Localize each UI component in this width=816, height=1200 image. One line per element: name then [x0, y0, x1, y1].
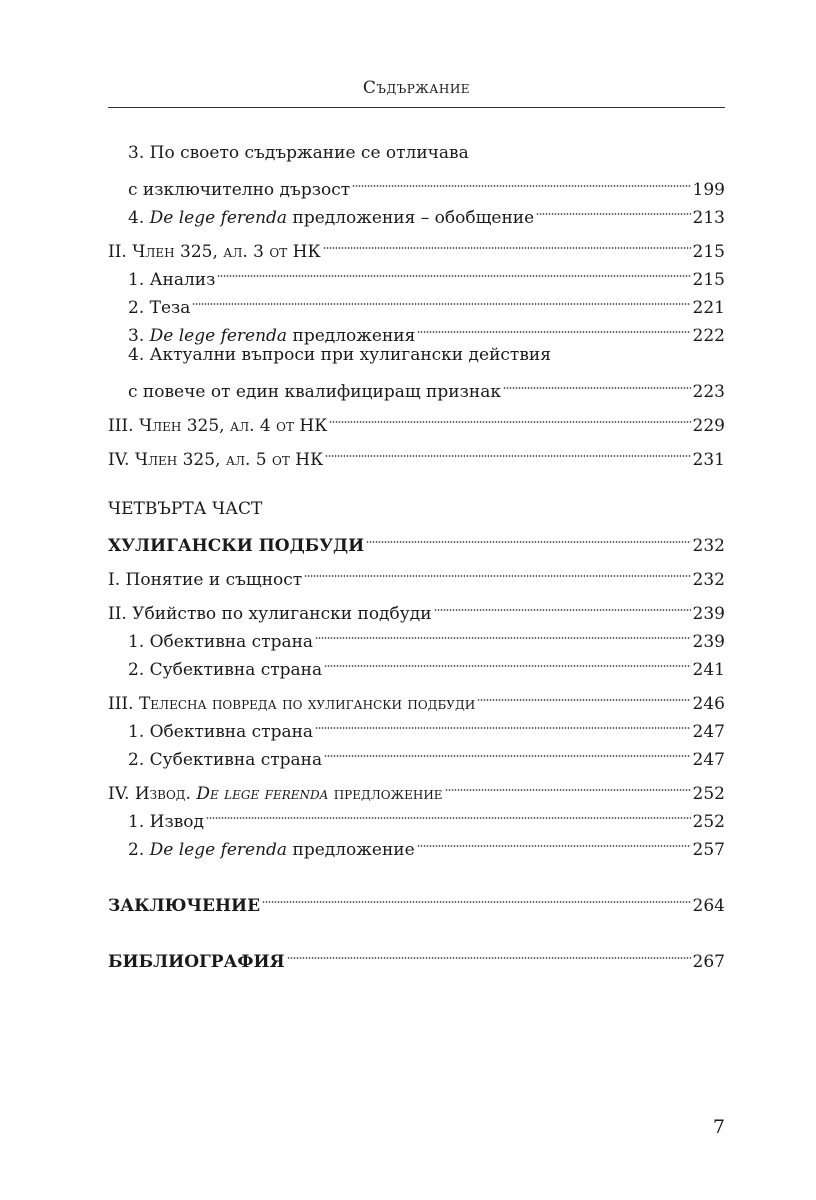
dot-leader [536, 195, 690, 223]
toc-entry-title: 4. De lege ferenda предложения – обобщение [128, 208, 535, 228]
toc-entry-title: I. Понятие и същност [108, 570, 303, 590]
toc-page-number: 229 [692, 416, 725, 436]
toc-entry [108, 771, 725, 804]
toc-page-number: 252 [692, 812, 725, 832]
toc-entry-title: 1. Анализ [128, 270, 216, 290]
toc-page-number: 257 [692, 840, 725, 860]
toc-entry-title: IV. Извод. De lege ferenda предложение [108, 784, 443, 804]
toc-entry-line1 [108, 139, 725, 167]
toc-entry-title: III. Член 325, ал. 4 от НК [108, 416, 328, 436]
page-number: 7 [712, 1116, 725, 1138]
toc-page-number: 232 [692, 536, 725, 556]
toc-page-number: 221 [692, 298, 725, 318]
toc-page-number: 241 [692, 660, 725, 680]
toc-entry-title: с повече от един квалифициращ признак [128, 382, 501, 402]
dot-leader [503, 369, 691, 397]
dot-leader [206, 799, 691, 827]
part-title: ХУЛИГАНСКИ ПОДБУДИ [108, 536, 365, 556]
toc-page-number: 199 [692, 180, 725, 200]
dot-leader [329, 403, 690, 431]
toc-page-number: 215 [692, 242, 725, 262]
dot-leader [324, 647, 690, 675]
header-divider [108, 107, 725, 108]
toc-entry [108, 403, 725, 436]
toc-page-number: 223 [692, 382, 725, 402]
toc-page-number: 264 [692, 896, 725, 916]
toc-entry-line1 [108, 341, 725, 369]
toc-page-number: 239 [692, 604, 725, 624]
dot-leader [262, 883, 691, 911]
toc-entry-title: 2. Теза [128, 298, 191, 318]
dot-leader [417, 313, 690, 341]
toc-entry [108, 557, 725, 590]
dot-leader [352, 167, 690, 195]
dot-leader [434, 591, 691, 619]
toc-entry-title: III. Телесна повреда по хулигански подбуди [108, 694, 476, 714]
toc-page-number: 231 [692, 450, 725, 470]
dot-leader [217, 257, 690, 285]
toc-entry [108, 313, 725, 346]
toc-entry-title: ЗАКЛЮЧЕНИЕ [108, 896, 261, 916]
toc-entry [108, 369, 725, 402]
toc-entry-title: БИБЛИОГРАФИЯ [108, 952, 285, 972]
dot-leader [315, 709, 690, 737]
dot-leader [417, 827, 691, 855]
toc-page-number: 252 [692, 784, 725, 804]
toc-entry-title: IV. Член 325, ал. 5 от НК [108, 450, 324, 470]
toc-entry-bibliography [108, 939, 725, 972]
dot-leader [192, 285, 690, 313]
toc-entry-title: 1. Обективна страна [128, 722, 314, 742]
toc-page-number: 215 [692, 270, 725, 290]
toc-entry [108, 167, 725, 200]
toc-entry-title: 4. Актуални въпроси при хулигански действия [128, 345, 551, 365]
table-of-contents [108, 139, 725, 972]
dot-leader [304, 557, 690, 585]
toc-entry-title: II. Убийство по хулигански подбуди [108, 604, 432, 624]
toc-entry-title: 3. По своето съдържание се отличава [128, 143, 469, 163]
dot-leader [366, 523, 690, 551]
toc-page-number: 247 [692, 722, 725, 742]
dot-leader [477, 681, 690, 709]
toc-entry-title: 1. Извод [128, 812, 204, 832]
toc-entry-title: II. Член 325, ал. 3 от НК [108, 242, 321, 262]
toc-page-number: 267 [692, 952, 725, 972]
toc-entry [108, 437, 725, 470]
dot-leader [287, 939, 691, 967]
toc-page-number: 213 [692, 208, 725, 228]
toc-page-number: 239 [692, 632, 725, 652]
toc-entry [108, 591, 725, 624]
toc-entry-title: с изключително дързост [128, 180, 351, 200]
dot-leader [323, 229, 691, 257]
toc-page-number: 247 [692, 750, 725, 770]
toc-entry [108, 681, 725, 714]
dot-leader [325, 437, 690, 465]
running-header: Съдържание [362, 78, 471, 98]
toc-entry [108, 285, 725, 318]
toc-page-number: 232 [692, 570, 725, 590]
toc-entry-title: 2. Субективна страна [128, 750, 323, 770]
part-label-text: ЧЕТВЪРТА ЧАСТ [108, 499, 263, 519]
toc-page-number: 222 [692, 326, 725, 346]
dot-leader [324, 737, 690, 765]
toc-entry-title: 3. De lege ferenda предложения [128, 326, 416, 346]
toc-entry [108, 229, 725, 262]
toc-entry-part [108, 523, 725, 556]
toc-page-number: 246 [692, 694, 725, 714]
dot-leader [445, 771, 691, 799]
toc-entry-title: 1. Обективна страна [128, 632, 314, 652]
toc-entry-conclusion [108, 883, 725, 916]
part-label [108, 495, 725, 523]
toc-entry-title: 2. Субективна страна [128, 660, 323, 680]
toc-entry-title: 2. De lege ferenda предложение [128, 840, 415, 860]
dot-leader [315, 619, 690, 647]
